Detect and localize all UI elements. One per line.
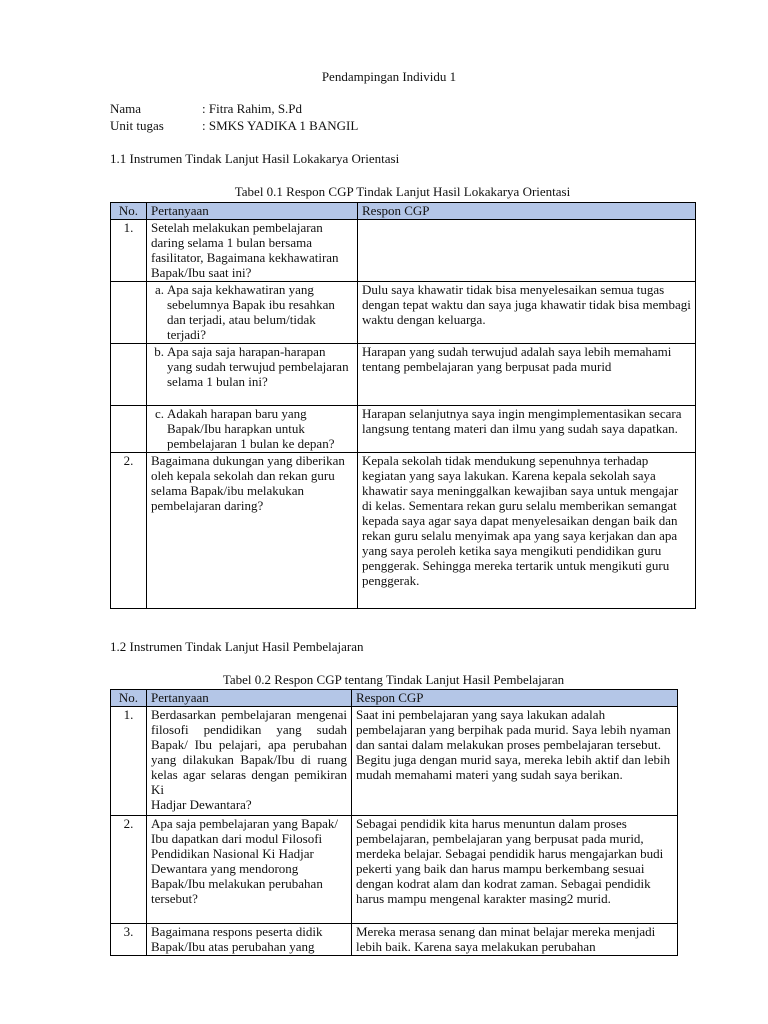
question-cell bbox=[147, 344, 358, 406]
row-number: 1. bbox=[111, 707, 147, 816]
section-heading-2: 1.2 Instrumen Tindak Lanjut Hasil Pembelajaran bbox=[110, 639, 364, 654]
info-label: Unit tugas bbox=[110, 118, 164, 133]
sub-question-text: Apa saja saja harapan-harapan yang sudah terwujud pembelajaran selama 1 bulan ini? bbox=[167, 344, 349, 389]
row-number: 3. bbox=[111, 924, 147, 956]
question-cell bbox=[147, 406, 358, 453]
sub-question-text: Adakah harapan baru yang Bapak/Ibu harapkan untuk pembelajaran 1 bulan ke depan? bbox=[167, 406, 335, 451]
header-no: No. bbox=[111, 203, 147, 220]
table-row bbox=[111, 344, 696, 406]
table-caption-1: Tabel 0.1 Respon CGP Tindak Lanjut Hasil Lokakarya Orientasi bbox=[234, 184, 571, 199]
table-row bbox=[111, 924, 678, 956]
sub-item-marker: a. bbox=[154, 282, 164, 297]
info-label: Nama bbox=[110, 101, 142, 116]
info-row-unit-tugas bbox=[110, 118, 358, 133]
info-value: : SMKS YADIKA 1 BANGIL bbox=[202, 118, 359, 133]
question-cell bbox=[147, 707, 352, 816]
question-cell: Setelah melakukan pembelajaran daring selama 1 bulan bersama fasilitator, Bagaimana kekhawatiran Bapak/Ibu saat ini? bbox=[147, 220, 358, 282]
response-cell: Harapan yang sudah terwujud adalah saya lebih memahami tentang pembelajaran yang berpusat pada murid bbox=[358, 344, 696, 406]
row-number bbox=[111, 406, 147, 453]
table-row bbox=[111, 282, 696, 344]
header-response: Respon CGP bbox=[352, 690, 678, 707]
response-cell: Kepala sekolah tidak mendukung sepenuhnya terhadap kegiatan yang saya lakukan. Karena kepala sekolah saya khawatir saya meninggalkan kewajiban saya untuk mengajar di kelas. Sementara rekan guru selalu memberikan semangat kepada saya agar saya dapat menyelesaikan dengan baik dan rekan guru selalu menyimak apa yang saya kerjakan dan apa yang saya peroleh ketika saya mengikuti pendidikan guru penggerak. Sehingga mereka tertarik untuk mengikuti guru penggerak. bbox=[358, 453, 696, 609]
row-number: 2. bbox=[111, 453, 147, 609]
sub-item-marker: c. bbox=[154, 406, 164, 421]
question-text-last-line: Hadjar Dewantara? bbox=[151, 797, 252, 812]
header-response: Respon CGP bbox=[358, 203, 696, 220]
sub-item-marker: b. bbox=[154, 344, 164, 359]
response-cell bbox=[358, 220, 696, 282]
table-row bbox=[111, 220, 696, 282]
header-no: No. bbox=[111, 690, 147, 707]
question-cell: Bagaimana dukungan yang diberikan oleh kepala sekolah dan rekan guru selama Bapak/ibu melakukan pembelajaran daring? bbox=[147, 453, 358, 609]
response-cell: Sebagai pendidik kita harus menuntun dalam proses pembelajaran, pembelajaran yang berpusat pada murid, merdeka belajar. Sebagai pendidik harus mengajarkan budi pekerti yang baik dan harus mampu berkembang sesuai dengan kodrat alam dan kodrat zaman. Sebagai pendidik harus mampu mengenal karakter masing2 murid. bbox=[352, 816, 678, 924]
response-cell: Dulu saya khawatir tidak bisa menyelesaikan semua tugas dengan tepat waktu dan saya juga khawatir tidak bisa membagi waktu dengan keluarga. bbox=[358, 282, 696, 344]
table-row bbox=[111, 707, 678, 816]
response-table-1 bbox=[110, 202, 696, 609]
response-cell: Harapan selanjutnya saya ingin mengimplementasikan secara langsung tentang materi dan ilmu yang sudah saya dapatkan. bbox=[358, 406, 696, 453]
sub-question-text: Apa saja kekhawatiran yang sebelumnya Bapak ibu resahkan dan terjadi, atau belum/tidak terjadi? bbox=[167, 282, 335, 342]
table-row bbox=[111, 453, 696, 609]
info-row-nama bbox=[110, 101, 302, 116]
table-row bbox=[111, 406, 696, 453]
document-title: Pendampingan Individu 1 bbox=[321, 69, 457, 84]
question-cell bbox=[147, 282, 358, 344]
response-cell: Mereka merasa senang dan minat belajar mereka menjadi lebih baik. Karena saya melakukan perubahan bbox=[352, 924, 678, 956]
section-heading-1: 1.1 Instrumen Tindak Lanjut Hasil Lokakarya Orientasi bbox=[110, 151, 400, 166]
row-number bbox=[111, 282, 147, 344]
row-number bbox=[111, 344, 147, 406]
info-value: : Fitra Rahim, S.Pd bbox=[202, 101, 303, 116]
table-header-row bbox=[111, 203, 696, 220]
row-number: 1. bbox=[111, 220, 147, 282]
response-cell: Saat ini pembelajaran yang saya lakukan adalah pembelajaran yang berpihak pada murid. Saya lebih nyaman dan santai dalam melakukan proses pembelajaran tersebut. Begitu juga dengan murid saya, mereka lebih aktif dan lebih mudah memahami materi yang sudah saya berikan. bbox=[352, 707, 678, 816]
question-text: Berdasarkan pembelajaran mengenai filosofi pendidikan yang sudah Bapak/ Ibu pelajari, apa perubahan yang dilakukan Bapak/Ibu di ruang kelas agar selaras dengan pemikiran Ki bbox=[151, 707, 347, 797]
table-header-row bbox=[111, 690, 678, 707]
row-number: 2. bbox=[111, 816, 147, 924]
question-cell: Bagaimana respons peserta didik Bapak/Ibu atas perubahan yang bbox=[147, 924, 352, 956]
table-caption-2: Tabel 0.2 Respon CGP tentang Tindak Lanjut Hasil Pembelajaran bbox=[222, 672, 565, 687]
header-question: Pertanyaan bbox=[147, 690, 352, 707]
table-row bbox=[111, 816, 678, 924]
response-table-2 bbox=[110, 689, 678, 956]
header-question: Pertanyaan bbox=[147, 203, 358, 220]
question-cell: Apa saja pembelajaran yang Bapak/ Ibu dapatkan dari modul Filosofi Pendidikan Nasional Ki Hadjar Dewantara yang mendorong Bapak/Ibu melakukan perubahan tersebut? bbox=[147, 816, 352, 924]
